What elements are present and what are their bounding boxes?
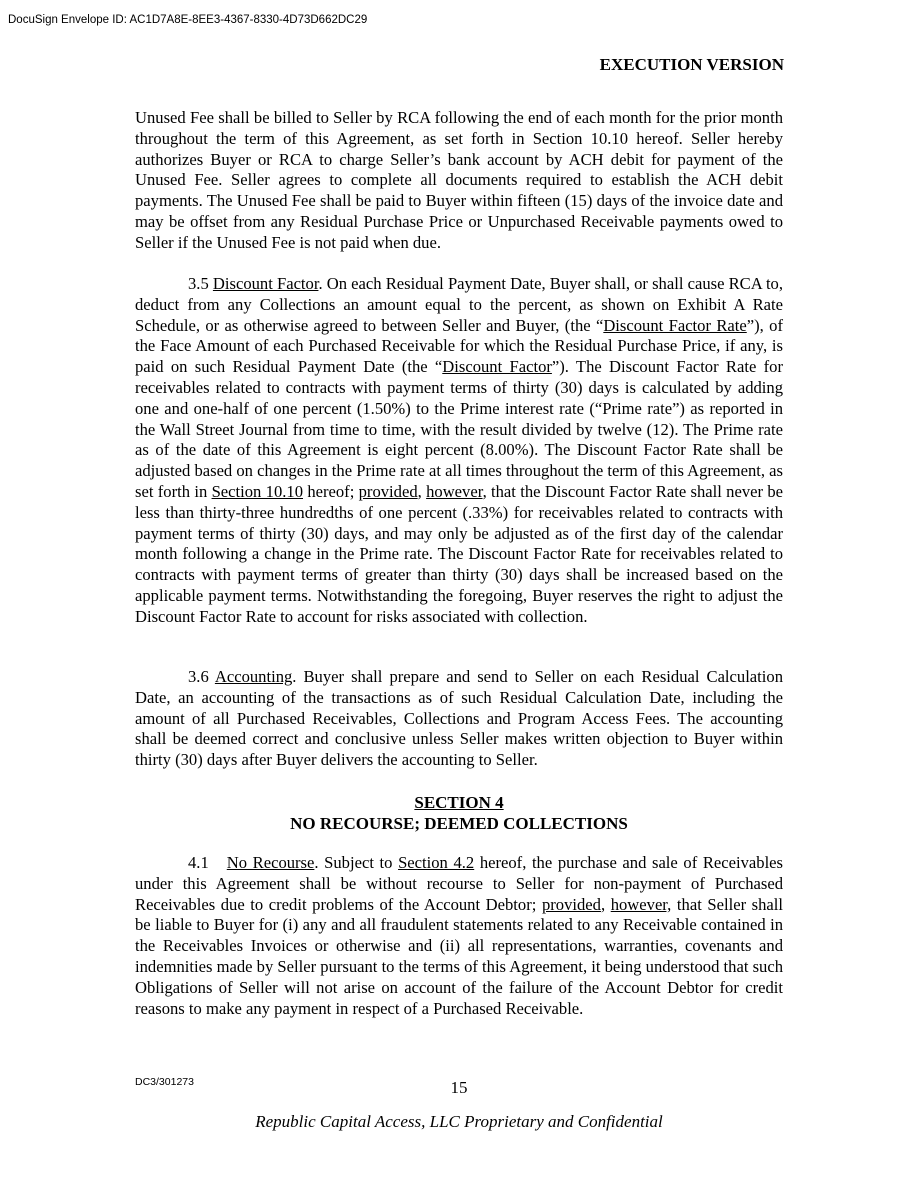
section-4-1: [135, 853, 783, 1019]
paragraph-unused-fee: [135, 108, 783, 254]
section-title: Accounting: [214, 667, 293, 686]
envelope-id: DocuSign Envelope ID: AC1D7A8E-8EE3-4367-8330-4D73D662DC29: [8, 14, 368, 26]
section-4-subtitle: NO RECOURSE; DEEMED COLLECTIONS: [290, 814, 628, 833]
section-reference: Section 10.10: [211, 481, 303, 501]
section-3-5: [135, 274, 783, 628]
text-run: ,: [600, 894, 611, 914]
text-run: hereof;: [303, 481, 359, 501]
defined-term-discount-factor: Discount Factor: [442, 357, 552, 377]
however-term: however,: [610, 894, 672, 914]
defined-term-discount-factor-rate: Discount Factor Rate: [603, 315, 747, 335]
text-run: hereof, the purchase and sale of Receivables under this Agreement shall be without recourse to Seller for non-payment of Purchased Receivables due to credit problems of the Account Debtor;: [135, 853, 783, 914]
section-4-1-text: [135, 853, 783, 1019]
text-run: ”). The Discount Factor Rate for receivables related to contracts with payment terms of thirty (30) days is calculated by adding one and one-half of one percent (1.50%) to the Prime interest rate (“Prime rate”) as reported in the Wall Street Journal from time to time, with the result divided by twelve (12). The Prime rate as of the date of this Agreement is eight percent (8.00%). The Discount Factor Rate shall be adjusted based on changes in the Prime rate at all times throughout the term of this Agreement, as set forth in: [135, 357, 783, 501]
however-term: however: [426, 481, 483, 501]
provided-term: provided: [358, 481, 418, 501]
section-3-5-text: [135, 274, 783, 628]
section-3-6-text: [135, 667, 783, 771]
section-number: 3.5: [188, 274, 209, 293]
text-run: . Buyer shall prepare and send to Seller on each Residual Calculation Date, an accounting of the transactions as of such Residual Calculation Date, including the amount of all Purchased Receivables, Collections and Program Access Fees. The accounting shall be deemed correct and conclusive unless Seller makes written objection to Buyer within thirty (30) days after Buyer delivers the accounting to Seller.: [135, 667, 783, 770]
text-run: ,: [417, 481, 427, 501]
page-number: 15: [450, 1078, 468, 1097]
text-run: ”), of the Face Amount of each Purchased Receivable for which the Residual Purchase Price, if any, is paid on such Residual Payment Date (the “: [135, 315, 783, 377]
section-number: 3.6: [188, 667, 209, 686]
confidential-notice: Republic Capital Access, LLC Proprietary and Confidential: [255, 1112, 663, 1131]
text-run: . On each Residual Payment Date, Buyer shall, or shall cause RCA to, deduct from any Collections an amount equal to the percent, as shown on Exhibit A Rate Schedule, or as otherwise agreed to between Seller and Buyer, (the “: [135, 274, 783, 335]
paragraph-text: Unused Fee shall be billed to Seller by RCA following the end of each month for the prior month throughout the term of this Agreement, as set forth in Section 10.10 hereof. Seller hereby authorizes Buyer or RCA to charge Seller’s bank account by ACH debit for payment of the Unused Fee. Seller agrees to complete all documents required to establish the ACH debit payments. The Unused Fee shall be paid to Buyer within fifteen (15) days of the invoice date and may be offset from any Residual Purchase Price or Unpurchased Receivable payments owed to Seller if the Unused Fee is not paid when due.: [135, 108, 783, 252]
section-title: No Recourse: [226, 853, 315, 872]
section-title: Discount Factor: [212, 274, 319, 293]
execution-version-label: EXECUTION VERSION: [599, 55, 784, 74]
section-number: 4.1: [188, 853, 209, 872]
section-reference: Section 4.2: [398, 853, 475, 872]
text-run: that Seller shall be liable to Buyer for (i) any and all fraudulent statements related to any Receivable contained in the Receivables Invoices or otherwise and (ii) all representations, warranties, covenants and indemnities made by Seller pursuant to the terms of this Agreement, it being understood that such Obligations of Seller will not arise on account of the failure of the Account Debtor for credit reasons to make any payment in respect of a Purchased Receivable.: [135, 894, 784, 1018]
section-3-6: [135, 667, 783, 771]
section-4-heading: [135, 792, 783, 834]
text-run: . Subject to: [314, 853, 399, 872]
provided-term: provided: [541, 894, 601, 914]
document-id: DC3/301273: [135, 1076, 194, 1088]
section-4-title: SECTION 4: [414, 793, 504, 812]
text-run: , that the Discount Factor Rate shall never be less than thirty-three hundredths of one percent (.33%) for receivables related to contracts with payment terms of thirty (30) days, and may only be adjusted as of the first day of the calendar month following a change in the Prime rate. The Discount Factor Rate for receivables related to contracts with payment terms of greater than thirty (30) days shall be increased based on the applicable payment terms. Notwithstanding the foregoing, Buyer reserves the right to adjust the Discount Factor Rate to account for risks associated with collection.: [135, 481, 783, 626]
